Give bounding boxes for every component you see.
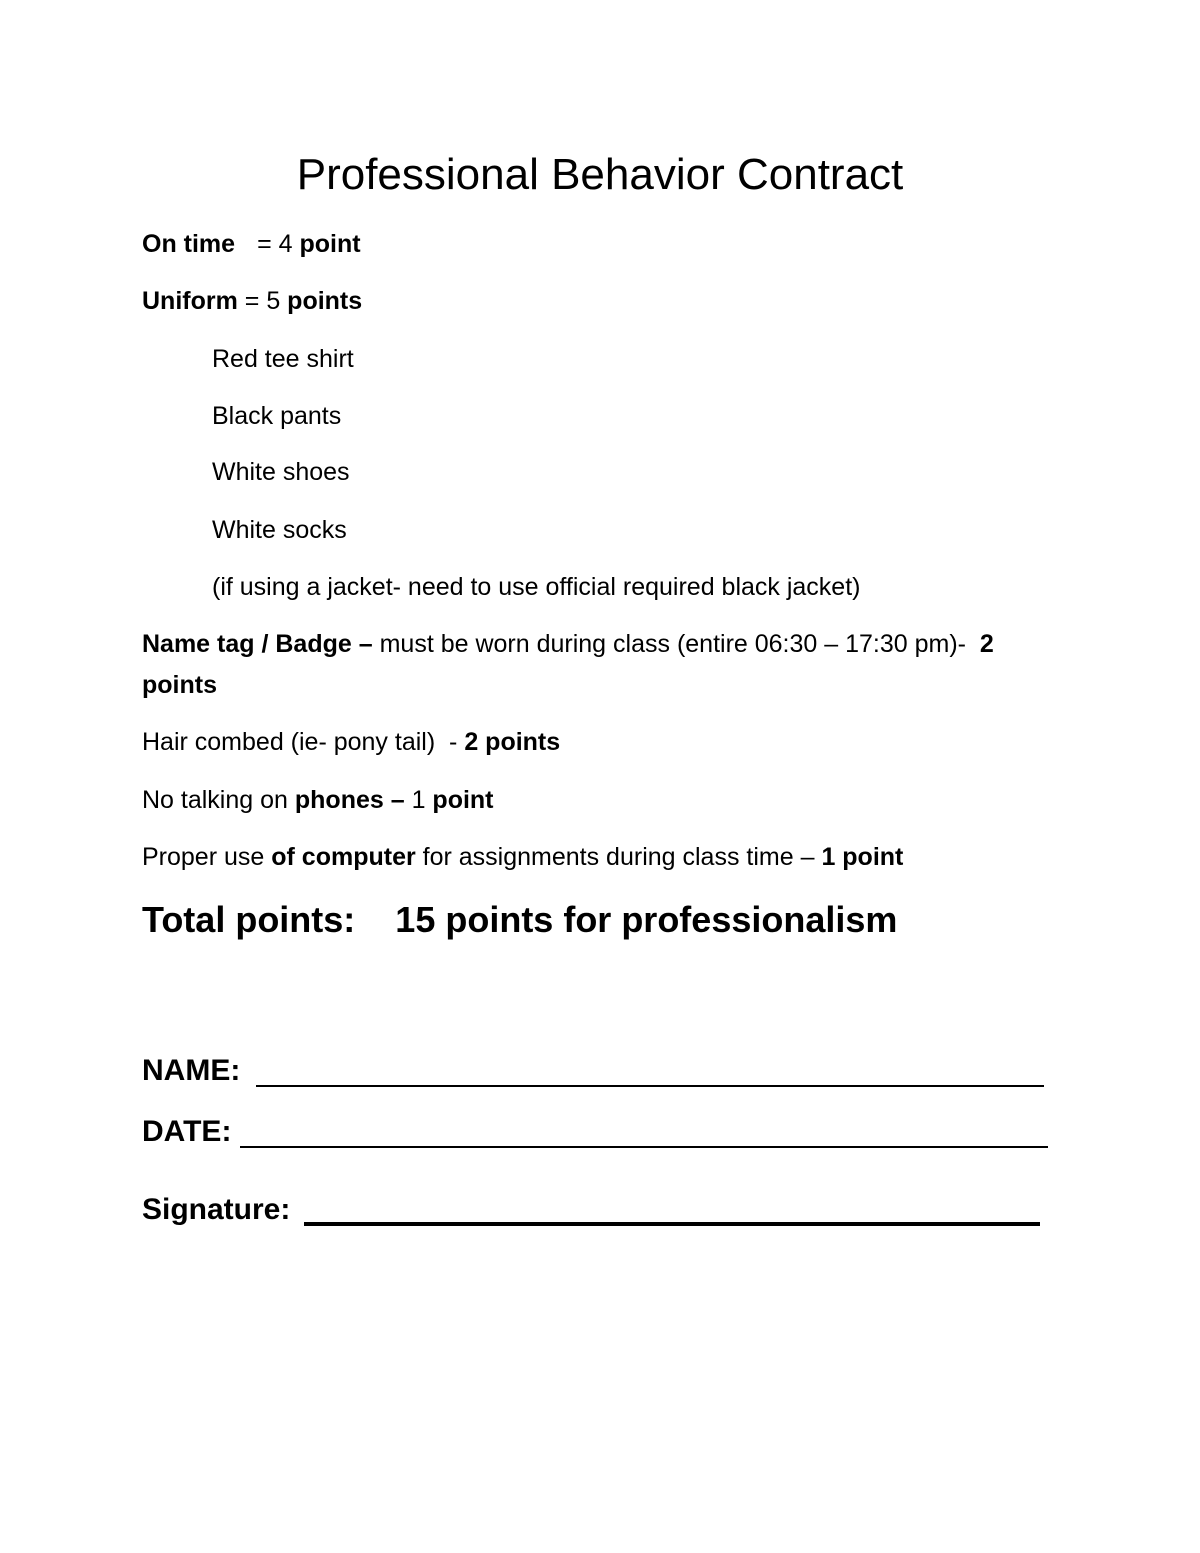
phones-points: point — [432, 786, 494, 814]
uniform-item: Red tee shirt — [212, 345, 354, 373]
date-field — [142, 1114, 231, 1150]
hair-line — [142, 727, 560, 757]
hair-points: 2 points — [464, 728, 561, 756]
name-input-line[interactable] — [256, 1085, 1044, 1087]
on-time-line — [142, 229, 361, 259]
name-field — [142, 1053, 240, 1089]
hair-text: Hair combed (ie- pony tail) - — [142, 728, 465, 756]
on-time-eq: = 4 — [257, 230, 300, 258]
total-points — [142, 898, 897, 942]
uniform-eq: = 5 — [237, 287, 288, 315]
uniform-item: White socks — [212, 516, 347, 544]
phones-value: 1 — [404, 786, 433, 814]
date-input-line[interactable] — [240, 1146, 1048, 1148]
signature-label: Signature: — [142, 1193, 291, 1226]
uniform-item: (if using a jacket- need to use official required black jacket) — [212, 573, 861, 601]
document-title: Professional Behavior Contract — [296, 150, 904, 199]
on-time-label: On time — [142, 230, 236, 258]
computer-points: 1 point — [821, 843, 904, 871]
badge-text: must be worn during class (entire 06:30 – 17:30 pm)- — [372, 630, 973, 658]
uniform-points: points — [287, 287, 363, 315]
uniform-line — [142, 286, 362, 316]
total-label: Total points: — [142, 899, 356, 940]
phones-line — [142, 785, 494, 815]
uniform-item: Black pants — [212, 402, 342, 430]
badge-points: 2 points — [142, 630, 994, 699]
date-label: DATE: — [142, 1115, 232, 1148]
signature-field — [142, 1192, 290, 1228]
signature-input-line[interactable] — [304, 1222, 1040, 1226]
computer-text-2: for assignments during class time – — [415, 843, 822, 871]
total-value: 15 points for professionalism — [395, 899, 898, 940]
uniform-label: Uniform — [142, 287, 238, 315]
computer-bold: of computer — [271, 843, 416, 871]
on-time-points: point — [299, 230, 361, 258]
phones-text: No talking on — [142, 786, 295, 814]
phones-bold: phones – — [294, 786, 405, 814]
badge-line — [142, 624, 1042, 706]
computer-line — [142, 842, 903, 872]
uniform-item: White shoes — [212, 458, 350, 486]
badge-label: Name tag / Badge – — [142, 630, 373, 658]
computer-text: Proper use — [142, 843, 272, 871]
name-label: NAME: — [142, 1054, 241, 1087]
